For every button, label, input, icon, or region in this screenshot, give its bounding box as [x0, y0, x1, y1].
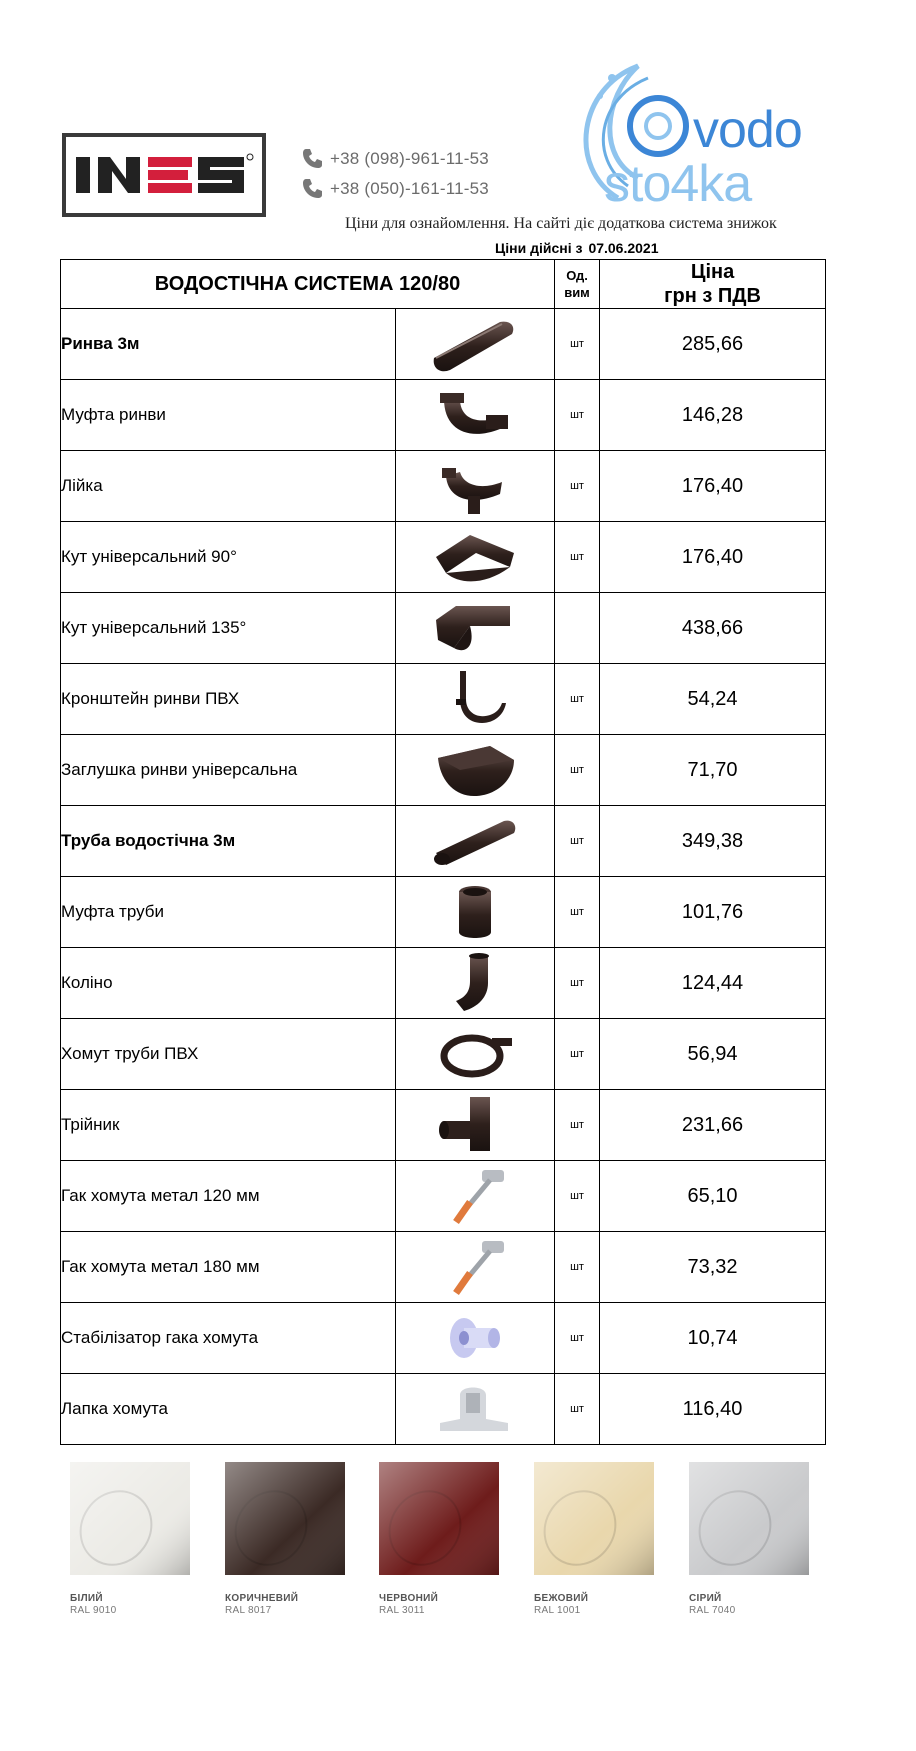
- product-unit: шт: [555, 451, 600, 522]
- product-image: [396, 309, 555, 380]
- color-ral: RAL 8017: [225, 1605, 272, 1616]
- product-name: Коліно: [61, 948, 396, 1019]
- color-name: БІЛИЙ: [70, 1593, 103, 1604]
- product-image: [396, 451, 555, 522]
- valid-date: 07.06.2021: [588, 240, 659, 256]
- product-name: Труба водостічна 3м: [61, 806, 396, 877]
- table-row: [61, 309, 826, 380]
- color-swatch: [225, 1462, 349, 1616]
- color-ral: RAL 7040: [689, 1605, 736, 1616]
- phone-row: [300, 174, 489, 204]
- product-name: Лапка хомута: [61, 1374, 396, 1445]
- product-price: 176,40: [600, 451, 826, 522]
- product-unit: шт: [555, 522, 600, 593]
- product-name: Гак хомута метал 180 мм: [61, 1232, 396, 1303]
- product-price: 71,70: [600, 735, 826, 806]
- product-name: Гак хомута метал 120 мм: [61, 1161, 396, 1232]
- product-image: [396, 877, 555, 948]
- sto4ka-wordmark: sto4ka: [604, 155, 752, 213]
- vodosto4ka-logo: [578, 58, 848, 213]
- pipe-color-icon: [379, 1462, 499, 1575]
- product-image: [396, 664, 555, 735]
- product-name: Кут універсальний 90°: [61, 522, 396, 593]
- color-swatch: [379, 1462, 503, 1616]
- color-swatch: [689, 1462, 813, 1616]
- color-ral: RAL 1001: [534, 1605, 581, 1616]
- product-price: 231,66: [600, 1090, 826, 1161]
- funnel-icon: [430, 456, 520, 516]
- product-price: 56,94: [600, 1019, 826, 1090]
- product-name: Трійник: [61, 1090, 396, 1161]
- product-price: 438,66: [600, 593, 826, 664]
- table-row: [61, 1232, 826, 1303]
- product-unit: шт: [555, 309, 600, 380]
- product-image: [396, 1303, 555, 1374]
- unit-header: [555, 260, 600, 309]
- product-image: [396, 593, 555, 664]
- product-unit: шт: [555, 806, 600, 877]
- pipe-coupling-icon: [430, 882, 520, 942]
- color-name: БЕЖОВИЙ: [534, 1593, 589, 1604]
- gutter-icon: [430, 314, 520, 374]
- table-row: [61, 380, 826, 451]
- price-header: [600, 260, 826, 309]
- pipe-color-icon: [534, 1462, 654, 1575]
- table-row: [61, 451, 826, 522]
- product-unit: шт: [555, 1090, 600, 1161]
- pipe-icon: [430, 811, 520, 871]
- product-unit: шт: [555, 380, 600, 451]
- table-row: [61, 806, 826, 877]
- price-header-line2: грн з ПДВ: [664, 285, 761, 307]
- end-cap-icon: [430, 740, 520, 800]
- product-image: [396, 1090, 555, 1161]
- hook-icon: [430, 1166, 520, 1226]
- product-price: 146,28: [600, 380, 826, 451]
- color-swatch: [70, 1462, 194, 1616]
- corner-135-icon: [430, 598, 520, 658]
- product-name: Муфта труби: [61, 877, 396, 948]
- product-price: 101,76: [600, 877, 826, 948]
- color-sample: [225, 1462, 345, 1575]
- price-header-line1: Ціна: [690, 261, 735, 283]
- valid-label: Ціни дійсні з: [495, 240, 583, 256]
- color-swatches: [70, 1462, 850, 1622]
- product-image: [396, 1232, 555, 1303]
- clamp-foot-icon: [430, 1379, 520, 1439]
- product-name: Заглушка ринви універсальна: [61, 735, 396, 806]
- product-image: [396, 1161, 555, 1232]
- color-name: ЧЕРВОНИЙ: [379, 1593, 439, 1604]
- color-swatch: [534, 1462, 658, 1616]
- product-image: [396, 380, 555, 451]
- tee-icon: [430, 1095, 520, 1155]
- pipe-color-icon: [70, 1462, 190, 1575]
- product-name: Кронштейн ринви ПВХ: [61, 664, 396, 735]
- vodo-wordmark: vodo: [693, 101, 802, 159]
- product-unit: шт: [555, 1303, 600, 1374]
- color-name: СІРИЙ: [689, 1593, 722, 1604]
- product-image: [396, 522, 555, 593]
- pipe-color-icon: [225, 1462, 345, 1575]
- table-row: [61, 877, 826, 948]
- contact-phones: [300, 144, 489, 204]
- discount-notice: Ціни для ознайомлення. На сайті діє додаткова система знижок: [345, 215, 777, 232]
- table-row: [61, 664, 826, 735]
- product-unit: шт: [555, 1374, 600, 1445]
- product-price: 124,44: [600, 948, 826, 1019]
- gutter-coupling-icon: [430, 385, 520, 445]
- color-sample: [534, 1462, 654, 1575]
- table-row: [61, 1161, 826, 1232]
- bracket-icon: [430, 669, 520, 729]
- product-image: [396, 806, 555, 877]
- phone-icon: [300, 147, 324, 171]
- product-unit: шт: [555, 1232, 600, 1303]
- product-unit: шт: [555, 948, 600, 1019]
- product-unit: шт: [555, 877, 600, 948]
- product-unit: шт: [555, 735, 600, 806]
- hook-icon: [430, 1237, 520, 1297]
- product-image: [396, 1374, 555, 1445]
- product-price: 349,38: [600, 806, 826, 877]
- table-row: [61, 1374, 826, 1445]
- product-unit: шт: [555, 664, 600, 735]
- product-price: 54,24: [600, 664, 826, 735]
- product-name: Муфта ринви: [61, 380, 396, 451]
- valid-from: [495, 240, 659, 256]
- color-sample: [379, 1462, 499, 1575]
- product-unit: [555, 593, 600, 664]
- product-name: Стабілізатор гака хомута: [61, 1303, 396, 1374]
- product-image: [396, 735, 555, 806]
- corner-90-icon: [430, 527, 520, 587]
- unit-header-line1: Од.: [566, 268, 588, 283]
- table-row: [61, 735, 826, 806]
- product-name: Лійка: [61, 451, 396, 522]
- color-sample: [70, 1462, 190, 1575]
- elbow-icon: [430, 953, 520, 1013]
- product-image: [396, 948, 555, 1019]
- phone-number[interactable]: +38 (050)-161-11-53: [330, 179, 489, 198]
- phone-icon: [300, 177, 324, 201]
- stabilizer-icon: [430, 1308, 520, 1368]
- pipe-clamp-icon: [430, 1024, 520, 1084]
- product-price: 176,40: [600, 522, 826, 593]
- product-name: Хомут труби ПВХ: [61, 1019, 396, 1090]
- product-unit: шт: [555, 1161, 600, 1232]
- ines-logo: [62, 133, 266, 217]
- table-title: ВОДОСТІЧНА СИСТЕМА 120/80: [61, 260, 555, 309]
- table-row: [61, 1019, 826, 1090]
- color-name: КОРИЧНЕВИЙ: [225, 1593, 299, 1604]
- table-row: [61, 1303, 826, 1374]
- product-price: 73,32: [600, 1232, 826, 1303]
- product-price: 10,74: [600, 1303, 826, 1374]
- table-row: [61, 1090, 826, 1161]
- table-row: [61, 948, 826, 1019]
- product-price: 116,40: [600, 1374, 826, 1445]
- price-table: [60, 259, 826, 1445]
- phone-number[interactable]: +38 (098)-961-11-53: [330, 149, 489, 168]
- table-row: [61, 593, 826, 664]
- unit-header-line2: вим: [564, 285, 590, 300]
- product-name: Ринва 3м: [61, 309, 396, 380]
- product-price: 285,66: [600, 309, 826, 380]
- product-unit: шт: [555, 1019, 600, 1090]
- color-sample: [689, 1462, 809, 1575]
- table-row: [61, 522, 826, 593]
- product-price: 65,10: [600, 1161, 826, 1232]
- ines-logo-mark: [74, 149, 254, 201]
- product-name: Кут універсальний 135°: [61, 593, 396, 664]
- phone-row: [300, 144, 489, 174]
- product-image: [396, 1019, 555, 1090]
- color-ral: RAL 9010: [70, 1605, 117, 1616]
- pipe-color-icon: [689, 1462, 809, 1575]
- color-ral: RAL 3011: [379, 1605, 425, 1616]
